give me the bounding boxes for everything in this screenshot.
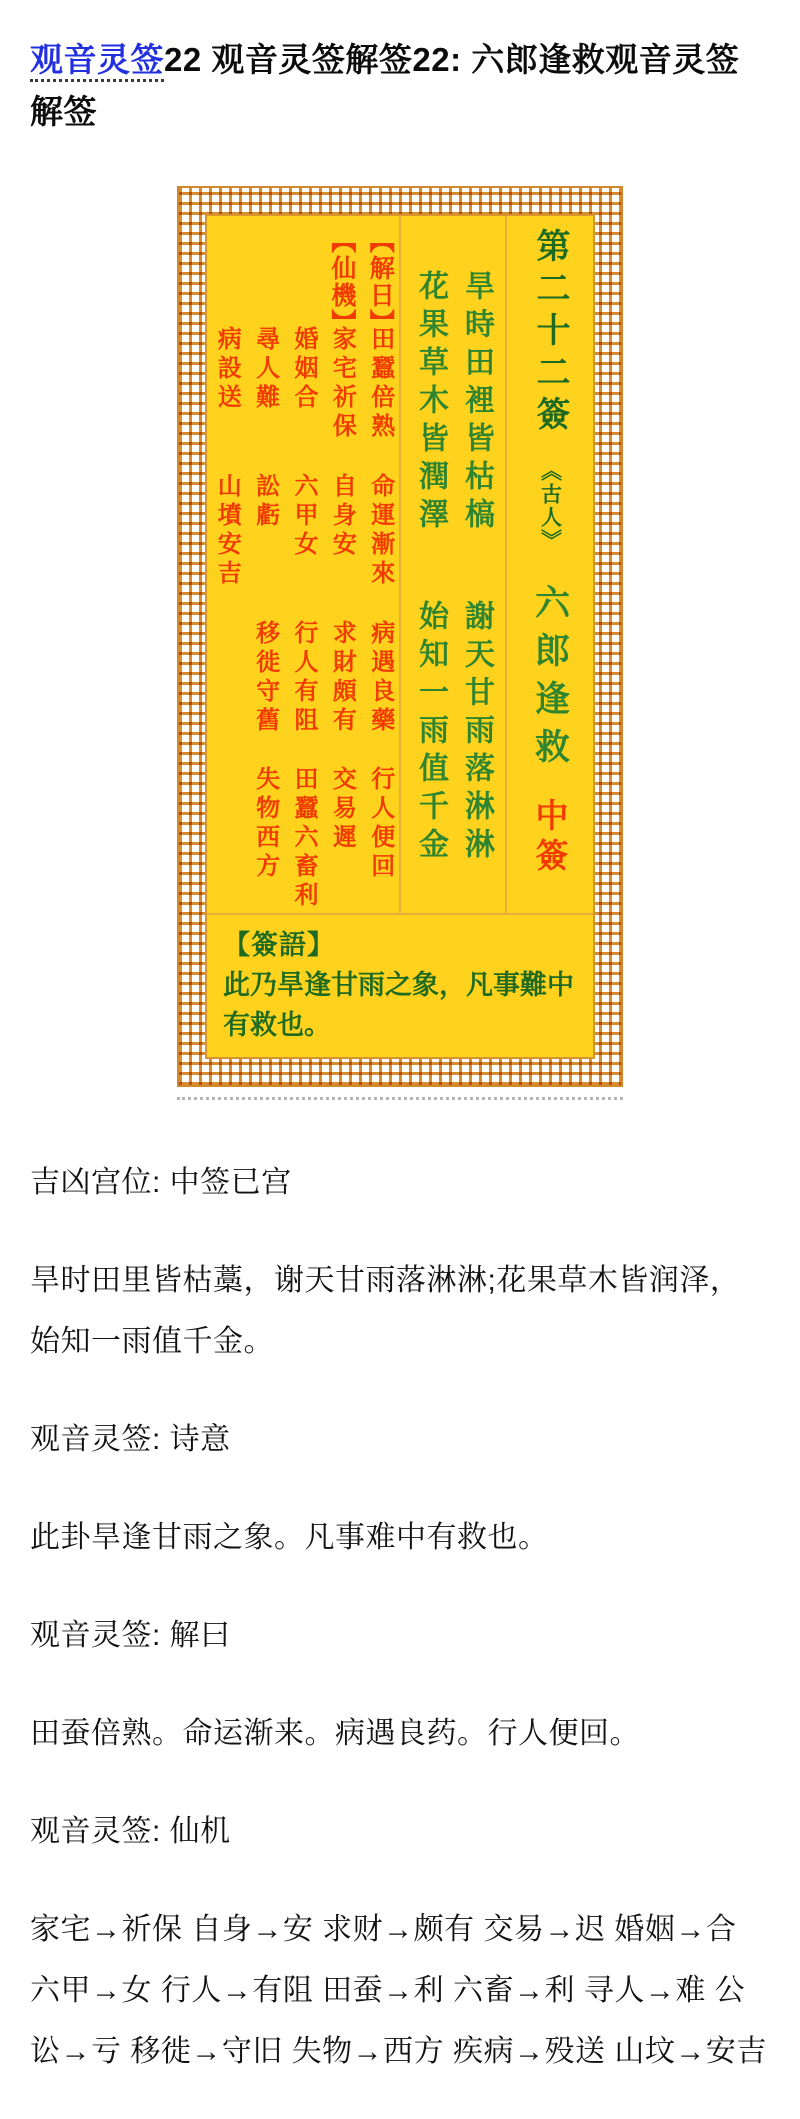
xianji-item: 失物西方 (251, 766, 279, 882)
xianji-item: 行人有阻 (289, 620, 317, 736)
sign-number: 第二十二簽 (531, 228, 569, 438)
paragraph-poem: 旱时田里皆枯藁，谢天甘雨落淋淋;花果草木皆润泽，始知一雨值千金。 (30, 1264, 741, 1358)
poem-line: 始知一雨值千金 (414, 600, 447, 866)
jieyue-item: 命運漸來 (366, 473, 394, 589)
page-title-text: 22 观音灵签解签22: 六郎逢救观音灵签解签 (30, 41, 740, 130)
card-header-column (507, 216, 593, 913)
paragraph-heading-jieyue: 观音灵签: 解曰 (30, 1619, 231, 1652)
paragraph-heading-xianji: 观音灵签: 仙机 (30, 1815, 231, 1848)
card-poem-column (399, 216, 507, 913)
fortune-card-inner (205, 214, 595, 1059)
xianji-item: 自身安 (328, 473, 356, 560)
article-content (0, 1152, 800, 2082)
jieyue-item: 病遇良藥 (366, 620, 394, 736)
page-title (30, 34, 770, 138)
fortune-card-main (207, 216, 593, 913)
xianji-item: 求財頗有 (328, 620, 356, 736)
sign-grade: 中簽 (531, 798, 569, 878)
xianji-item: 家宅祈保 (328, 326, 356, 442)
xianji-item: 田蠶六畜利 (289, 766, 317, 911)
jieyue-header: 【解日】 (366, 228, 395, 336)
guanyin-lingqian-link[interactable]: 观音灵签 (30, 41, 164, 82)
paragraph-jieyue-text: 田蚕倍熟。命运渐来。病遇良药。行人便回。 (30, 1717, 640, 1750)
fortune-card-image-link[interactable] (177, 186, 623, 1100)
xianji-item: 婚姻合 (289, 326, 317, 413)
page (0, 34, 800, 2082)
card-qianyu-section (207, 913, 593, 1057)
card-interpretation-grid (207, 216, 399, 913)
poem-right-subcolumn (461, 270, 491, 913)
jieyue-item: 田蠶倍熟 (366, 326, 394, 442)
qianyu-header: 【簽語】 (223, 930, 335, 960)
xianji-header: 【仙機】 (327, 228, 356, 336)
paragraph-xianji-text: 家宅→祈保 自身→安 求财→颇有 交易→迟 婚姻→合 六甲→女 行人→有阻 田蚕→利 六畜→利 寻人→难 公讼→亏 移徙→守旧 失物→西方 疾病→殁送 山坟→安吉 (30, 1913, 767, 2068)
xianji-item: 病設送 (213, 326, 241, 413)
xianji-item: 山墳安吉 (213, 473, 241, 589)
xianji-item: 移徙守舊 (251, 620, 279, 736)
xianji-item: 尋人難 (251, 326, 279, 413)
xianji-item: 訟虧 (251, 473, 279, 531)
sign-story-title: 六郎逢救 (530, 584, 570, 776)
fortune-card (177, 186, 623, 1087)
guren-label: 《古人》 (538, 460, 562, 552)
xianji-item: 六甲女 (289, 473, 317, 560)
poem-line: 花果草木皆潤澤 (414, 270, 447, 536)
poem-left-subcolumn (415, 270, 445, 913)
xianji-item: 交易遲 (328, 766, 356, 853)
jieyue-item: 行人便回 (366, 766, 394, 882)
paragraph-luck-position: 吉凶宫位: 中签已宫 (30, 1166, 292, 1199)
poem-line: 旱時田裡皆枯槁 (460, 270, 493, 536)
qianyu-text: 此乃旱逢甘雨之象，凡事難中有救也。 (223, 970, 574, 1040)
paragraph-shiyi-text: 此卦旱逢甘雨之象。凡事难中有救也。 (30, 1521, 549, 1554)
poem-line: 謝天甘雨落淋淋 (460, 600, 493, 866)
paragraph-heading-shiyi: 观音灵签: 诗意 (30, 1423, 231, 1456)
